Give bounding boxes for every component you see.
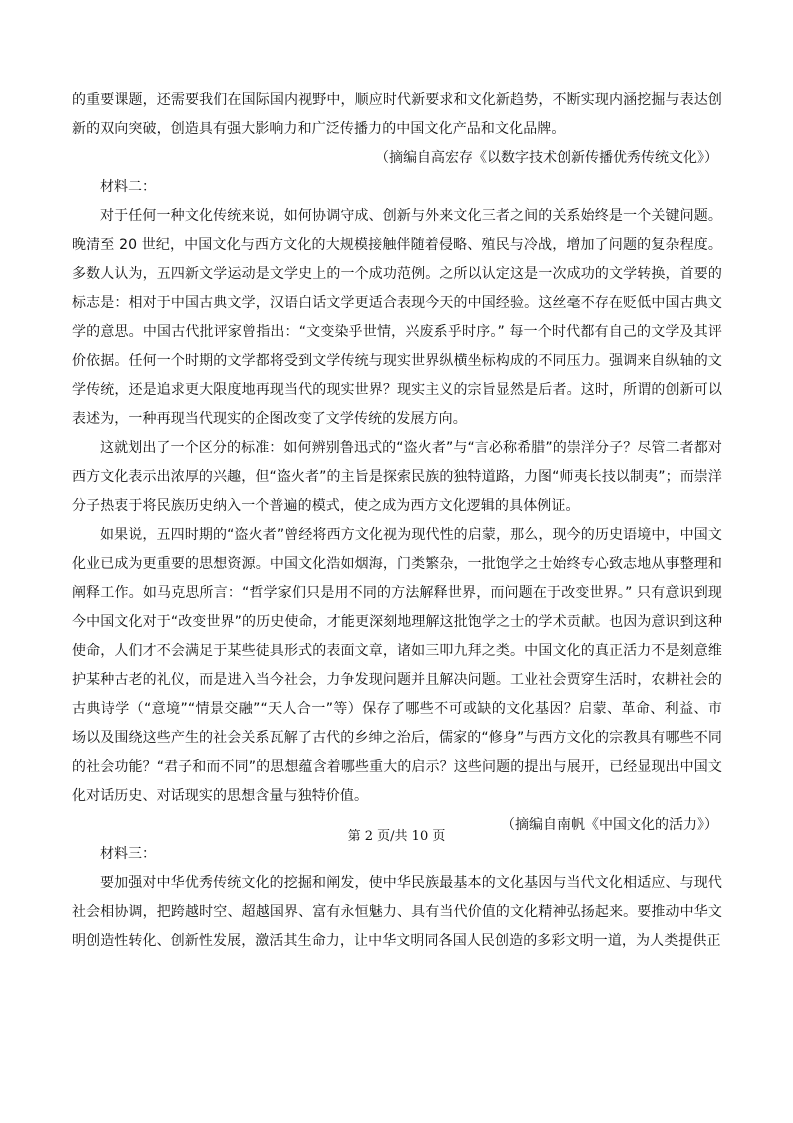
page-number-footer: 第 2 页/共 10 页 (347, 829, 446, 844)
material2-paragraph-2: 这就划出了一个区分的标准：如何辨别鲁迅式的“盗火者”与“言必称希腊”的崇洋分子？尽管二者都对西方文化表示出浓厚的兴趣，但“盗火者”的主旨是探索民族的独特道路，力图“师夷长技以制夷”；而崇洋分子热衷于将民族历史纳入一个普遍的模式，使之成为西方文化逻辑的具体例证。 (72, 440, 722, 514)
material1-source: （摘编自高宏存《以数字技术创新传播优秀传统文化》） (375, 150, 718, 166)
material2-paragraph-1: 对于任何一种文化传统来说，如何协调守成、创新与外来文化三者之间的关系始终是一个关键问题。晚清至 20 世纪，中国文化与西方文化的大规模接触伴随着侵略、殖民与冷战，增加了问题的复杂程度。多数人认为，五四新文学运动是文学史上的一个成功范例。之所以认定这是一次成功的文学转换，首要的标志是：相对于中国古典文学，汉语白话文学更适合表现今天的中国经验。这丝毫不存在贬低中国古典文学的意思。中国古代批评家曾指出：“文变染乎世情，兴废系乎时序。” 每一个时代都有自己的文学及其评价依据。任何一个时期的文学都将受到文学传统与现实世界纵横坐标构成的不同压力。强调来自纵轴的文学传统，还是追求更大限度地再现当代的现实世界？现实主义的宗旨显然是后者。这时，所谓的创新可以表述为，一种再现当代现实的企图改变了文学传统的发展方向。 (72, 208, 722, 427)
material2-paragraph-3: 如果说，五四时期的“盗火者”曾经将西方文化视为现代性的启蒙，那么，现今的历史语境中，中国文化业已成为更重要的思想资源。中国文化浩如烟海，门类繁杂，一批饱学之士始终专心致志地从事整理和阐释工作。如马克思所言：“哲学家们只是用不同的方法解释世界，而问题在于改变世界。” 只有意识到现今中国文化对于“改变世界”的历史使命，才能更深刻地理解这批饱学之士的学术贡献。也因为意识到这种使命，人们才不会满足于某些徒具形式的表面文章，诸如三叩九拜之类。中国文化的真正活力不是刻意维护某种古老的礼仪，而是进入当今社会，力争发现问题并且解决问题。工业社会贾穿生活时，农耕社会的古典诗学（“意境”“情景交融”“天人合一”等）保存了哪些不可或缺的文化基因？启蒙、革命、利益、市场以及围绕这些产生的社会关系瓦解了古代的乡绅之治后，儒家的“修身”与西方文化的宗教具有哪些不同的社会功能？“君子和而不同”的思想蕴含着哪些重大的启示？这些问题的提出与展开，已经显现出中国文化对话历史、对话现实的思想含量与独特价值。 (72, 527, 722, 804)
material1-continuation: 的重要课题，还需要我们在国际国内视野中，顺应时代新要求和文化新趋势，不断实现内涵挖掘与表达创新的双向突破，创造具有强大影响力和广泛传播力的中国文化产品和文化品牌。 (72, 92, 722, 137)
material3-label: 材料三： (100, 846, 156, 862)
material2-label: 材料二： (100, 179, 156, 195)
material2-source: （摘编自南帆《中国文化的活力》） (501, 817, 718, 833)
material3-paragraph-1: 要加强对中华优秀传统文化的挖掘和阐发，使中华民族最基本的文化基因与当代文化相适应、与现代社会相协调，把跨越时空、超越国界、富有永恒魅力、具有当代价值的文化精神弘扬起来。要推动中华文明创造性转化、创新性发展，激活其生命力，让中华文明同各国人民创造的多彩文明一道，为人类提供正 (72, 875, 722, 949)
page-content (72, 86, 722, 956)
